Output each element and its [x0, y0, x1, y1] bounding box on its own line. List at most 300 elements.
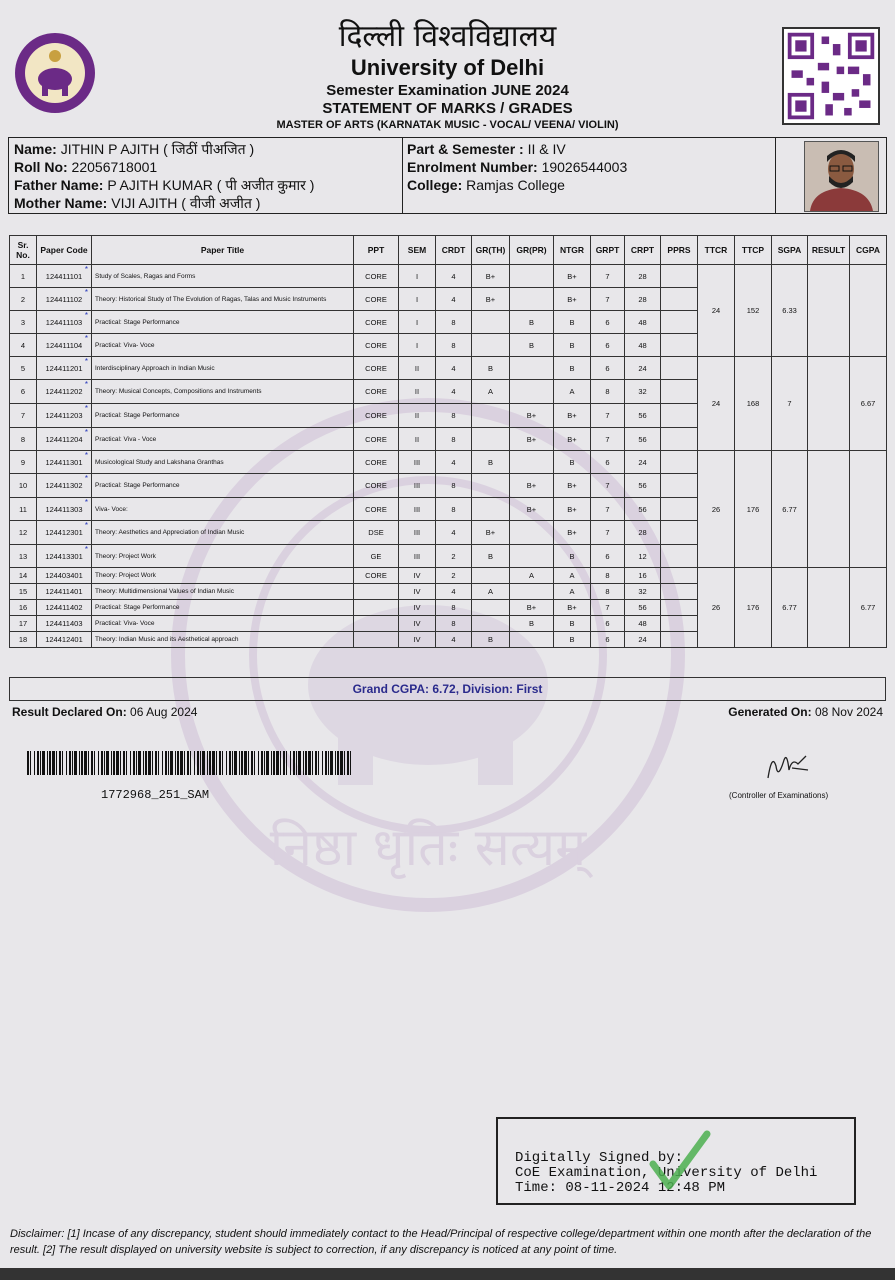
cell-cgpa	[850, 265, 887, 357]
asterisk-marker: *	[84, 428, 88, 437]
cell-title: Practical: Stage Performance	[92, 474, 354, 498]
student-photo	[804, 141, 879, 212]
barcode-bar	[158, 751, 159, 775]
declared-label: Result Declared On:	[12, 705, 127, 719]
cell-sr: 14	[10, 568, 37, 584]
cell-crdt: 4	[436, 584, 472, 600]
cell-title: Study of Scales, Ragas and Forms	[92, 265, 354, 288]
cell-title: Theory: Indian Music and its Aesthetical approach	[92, 632, 354, 648]
cell-sr: 6	[10, 380, 37, 404]
barcode-bar	[79, 751, 80, 775]
cell-pprs	[661, 568, 698, 584]
paper-code: 124411202	[45, 387, 83, 396]
cell-pprs	[661, 357, 698, 380]
cell-ppt: CORE	[354, 380, 399, 404]
barcode-bar	[330, 751, 333, 775]
col-header: PPT	[354, 236, 399, 265]
student-name: JITHIN P AJITH ( जिठीं पीअजित )	[60, 141, 255, 157]
cell-crdt: 2	[436, 568, 472, 584]
barcode-bar	[202, 751, 205, 775]
bottom-edge	[0, 1268, 895, 1280]
cell-sr: 18	[10, 632, 37, 648]
cell-ppt	[354, 584, 399, 600]
cell-title: Theory: Multidimensional Values of Indian Music	[92, 584, 354, 600]
cell-title: Practical: Viva- Voce	[92, 616, 354, 632]
barcode-bar	[42, 751, 45, 775]
barcode-bar	[290, 751, 291, 775]
cell-sr: 9	[10, 451, 37, 474]
father-name: P AJITH KUMAR ( पी अजीत कुमार )	[107, 177, 315, 193]
barcode-bar	[239, 751, 240, 775]
cell-crpt: 56	[625, 600, 661, 616]
col-header: RESULT	[808, 236, 850, 265]
cell-sem: IV	[399, 584, 436, 600]
asterisk-marker: *	[84, 334, 88, 343]
barcode-bar	[340, 751, 343, 775]
cell-ppt	[354, 616, 399, 632]
cell-ttcp: 168	[735, 357, 772, 451]
barcode-bar	[207, 751, 208, 775]
cell-cgpa: 6.67	[850, 357, 887, 451]
col-header: Paper Code	[37, 236, 92, 265]
cell-sem: IV	[399, 616, 436, 632]
barcode-bar	[222, 751, 223, 775]
barcode-bar	[197, 751, 199, 775]
cell-ntgr: B+	[554, 498, 591, 521]
program-name: MASTER OF ARTS (KARNATAK MUSIC - VOCAL/ VEENA/ VIOLIN)	[276, 119, 619, 131]
barcode-bar	[27, 751, 29, 775]
cell-ntgr: B+	[554, 428, 591, 451]
paper-code: 124411301	[45, 457, 83, 467]
part-semester: II & IV	[527, 141, 566, 157]
cell-ntgr: B	[554, 616, 591, 632]
barcode-bar	[226, 751, 227, 775]
paper-code: 124411203	[45, 411, 83, 420]
controller-signature	[762, 748, 812, 784]
barcode-bar	[254, 751, 255, 775]
cell-grth: A	[472, 584, 510, 600]
cell-title: Theory: Musical Concepts, Compositions and Instruments	[92, 380, 354, 404]
cell-sr: 7	[10, 404, 37, 428]
asterisk-marker: *	[84, 521, 88, 530]
barcode-bar	[116, 751, 119, 775]
barcode-bar	[190, 751, 191, 775]
cell-code	[37, 357, 92, 380]
cell-sem: III	[399, 521, 436, 545]
cell-grth	[472, 474, 510, 498]
cell-pprs	[661, 632, 698, 648]
cell-sr: 4	[10, 334, 37, 357]
barcode-bar	[72, 751, 73, 775]
barcode-bar	[344, 751, 345, 775]
cell-grpr: B+	[510, 600, 554, 616]
barcode-bar	[52, 751, 55, 775]
barcode-bar	[34, 751, 35, 775]
roll-label: Roll No:	[14, 159, 68, 175]
cell-sr: 1	[10, 265, 37, 288]
barcode-bar	[312, 751, 313, 775]
declared-date: 06 Aug 2024	[130, 705, 198, 719]
col-header: TTCP	[735, 236, 772, 265]
cell-crdt: 4	[436, 632, 472, 648]
asterisk-marker: *	[84, 380, 88, 389]
cell-ppt	[354, 600, 399, 616]
barcode-bar	[241, 751, 243, 775]
enrolment-label: Enrolment Number:	[407, 159, 538, 175]
cell-ppt: CORE	[354, 311, 399, 334]
cell-crdt: 8	[436, 474, 472, 498]
statement-title: STATEMENT OF MARKS / GRADES	[322, 100, 573, 117]
cell-sr: 12	[10, 521, 37, 545]
cell-grth	[472, 600, 510, 616]
cell-grpr: A	[510, 568, 554, 584]
exam-title: Semester Examination JUNE 2024	[326, 82, 569, 99]
barcode-bar	[280, 751, 281, 775]
barcode-bar	[143, 751, 144, 775]
cell-crpt: 56	[625, 404, 661, 428]
cell-grpr	[510, 357, 554, 380]
barcode-bar	[283, 751, 285, 775]
cell-code	[37, 265, 92, 288]
cell-crpt: 32	[625, 584, 661, 600]
paper-code: 124411204	[45, 434, 83, 444]
cell-code	[37, 288, 92, 311]
cell-crdt: 8	[436, 498, 472, 521]
barcode-bar	[47, 751, 48, 775]
barcode-bar	[177, 751, 179, 775]
cell-grpt: 7	[591, 265, 625, 288]
cell-grth: B	[472, 545, 510, 568]
cell-sem: I	[399, 265, 436, 288]
cell-sem: III	[399, 451, 436, 474]
cell-sem: IV	[399, 600, 436, 616]
cell-crpt: 28	[625, 288, 661, 311]
cell-grpt: 7	[591, 404, 625, 428]
cell-pprs	[661, 311, 698, 334]
barcode-bar	[298, 751, 301, 775]
barcode-bar	[337, 751, 339, 775]
cell-ntgr: B	[554, 311, 591, 334]
cell-ppt: CORE	[354, 288, 399, 311]
signature-line-2: CoE Examination, University of Delhi	[515, 1165, 818, 1181]
barcode-bar	[101, 751, 103, 775]
barcode-bar	[126, 751, 127, 775]
cell-crpt: 16	[625, 568, 661, 584]
disclaimer: Disclaimer: [1] Incase of any discrepancy, student should immediately contact to the Head/Principal of respective college/department within one month after the declaration of the result. [2] The result displayed on university website is subject to correction, if any discrepancy is noticed at any point of time.	[10, 1228, 872, 1256]
cell-grpt: 6	[591, 616, 625, 632]
cell-grth: B+	[472, 288, 510, 311]
cell-result	[808, 451, 850, 568]
cell-code	[37, 600, 92, 616]
barcode-bar	[219, 751, 221, 775]
cell-sr: 17	[10, 616, 37, 632]
cell-ntgr: B+	[554, 404, 591, 428]
university-name: University of Delhi	[350, 55, 545, 80]
cell-crpt: 56	[625, 428, 661, 451]
barcode-bar	[209, 751, 211, 775]
barcode-bar	[40, 751, 41, 775]
barcode-bar	[133, 751, 135, 775]
barcode-bar	[325, 751, 327, 775]
cell-grth: B	[472, 451, 510, 474]
barcode-bar	[184, 751, 185, 775]
cell-crdt: 4	[436, 288, 472, 311]
cell-sem: III	[399, 545, 436, 568]
cell-grpt: 7	[591, 600, 625, 616]
barcode-bar	[120, 751, 121, 775]
cell-ntgr: B+	[554, 265, 591, 288]
cell-grpr: B+	[510, 474, 554, 498]
cell-pprs	[661, 498, 698, 521]
cell-ttcp: 176	[735, 568, 772, 648]
paper-code: 124411102	[45, 294, 83, 304]
cell-crpt: 56	[625, 474, 661, 498]
cell-ppt: CORE	[354, 498, 399, 521]
cell-title: Musicological Study and Lakshana Granthas	[92, 451, 354, 474]
cell-ntgr: B	[554, 545, 591, 568]
barcode-bar	[232, 751, 233, 775]
cell-ntgr: A	[554, 380, 591, 404]
generated-date: 08 Nov 2024	[814, 705, 883, 719]
paper-code: 124411302	[45, 481, 83, 490]
marks-table	[9, 235, 887, 648]
cell-crdt: 8	[436, 600, 472, 616]
cell-grpr	[510, 545, 554, 568]
cell-crpt: 32	[625, 380, 661, 404]
barcode-bar	[264, 751, 265, 775]
paper-code: 124412401	[45, 635, 83, 644]
cell-sgpa: 6.77	[772, 451, 808, 568]
barcode-bar	[88, 751, 89, 775]
cell-grpr: B	[510, 616, 554, 632]
cell-grpr: B+	[510, 428, 554, 451]
student-info-panel	[8, 137, 887, 214]
barcode-bar	[37, 751, 39, 775]
asterisk-marker: *	[84, 265, 88, 274]
cell-ntgr: B+	[554, 600, 591, 616]
barcode-bar	[155, 751, 157, 775]
cell-crdt: 8	[436, 616, 472, 632]
barcode-bar	[168, 751, 169, 775]
cell-sr: 3	[10, 311, 37, 334]
barcode-bar	[145, 751, 147, 775]
cell-grpr: B+	[510, 404, 554, 428]
barcode-bar	[308, 751, 311, 775]
barcode-bar	[91, 751, 93, 775]
cell-code	[37, 428, 92, 451]
barcode-bar	[347, 751, 349, 775]
barcode-bar	[194, 751, 195, 775]
cell-ppt: CORE	[354, 334, 399, 357]
cell-crpt: 24	[625, 357, 661, 380]
cell-grpr: B	[510, 311, 554, 334]
barcode-bar	[276, 751, 279, 775]
barcode-bar	[248, 751, 249, 775]
cell-sr: 15	[10, 584, 37, 600]
cell-grpr	[510, 288, 554, 311]
cell-ppt: DSE	[354, 521, 399, 545]
paper-code: 124413301	[45, 551, 83, 561]
cell-sr: 16	[10, 600, 37, 616]
cell-ntgr: B+	[554, 288, 591, 311]
barcode-bar	[162, 751, 163, 775]
enrolment-number: 19026544003	[541, 159, 628, 175]
cell-ppt: GE	[354, 545, 399, 568]
barcode-bar	[244, 751, 247, 775]
barcode-bar	[305, 751, 307, 775]
cell-grth	[472, 311, 510, 334]
barcode-bar	[229, 751, 231, 775]
cell-sr: 5	[10, 357, 37, 380]
barcode-number: 1772968_251_SAM	[101, 788, 210, 802]
cell-code	[37, 474, 92, 498]
cell-sem: II	[399, 380, 436, 404]
cell-pprs	[661, 521, 698, 545]
cell-ntgr: B	[554, 334, 591, 357]
barcode-bar	[136, 751, 137, 775]
cell-title: Theory: Project Work	[92, 545, 354, 568]
col-header: CRPT	[625, 236, 661, 265]
barcode-bar	[81, 751, 83, 775]
cell-crpt: 48	[625, 311, 661, 334]
cell-ttcr: 24	[698, 265, 735, 357]
result-declared	[12, 705, 197, 719]
cell-result	[808, 568, 850, 648]
cell-sgpa: 6.77	[772, 568, 808, 648]
barcode-bar	[266, 751, 269, 775]
cell-sem: I	[399, 288, 436, 311]
barcode-bar	[273, 751, 275, 775]
cell-code	[37, 498, 92, 521]
col-header: SEM	[399, 236, 436, 265]
cell-code	[37, 568, 92, 584]
barcode-bar	[165, 751, 167, 775]
hindi-university-name: दिल्ली विश्वविद्यालय	[338, 19, 557, 54]
cell-sgpa: 7	[772, 357, 808, 451]
cell-sr: 2	[10, 288, 37, 311]
cell-code	[37, 545, 92, 568]
cell-cgpa: 6.77	[850, 568, 887, 648]
cell-crpt: 24	[625, 451, 661, 474]
cell-crdt: 4	[436, 521, 472, 545]
col-header: PPRS	[661, 236, 698, 265]
barcode-bar	[62, 751, 63, 775]
cell-crdt: 8	[436, 334, 472, 357]
cell-crdt: 4	[436, 380, 472, 404]
cell-grth: B	[472, 632, 510, 648]
cell-title: Practical: Viva - Voce	[92, 428, 354, 451]
barcode-bar	[212, 751, 215, 775]
cell-crdt: 2	[436, 545, 472, 568]
paper-code: 124412301	[45, 528, 83, 537]
barcode-bar	[216, 751, 217, 775]
barcode-bar	[59, 751, 61, 775]
cell-sem: IV	[399, 568, 436, 584]
cell-crpt: 48	[625, 334, 661, 357]
signature-line-1: Digitally Signed by:	[515, 1150, 684, 1166]
cell-grpr: B+	[510, 498, 554, 521]
paper-code: 124411103	[45, 317, 83, 327]
barcode-bar	[318, 751, 319, 775]
barcode-bar	[152, 751, 153, 775]
cell-crdt: 8	[436, 311, 472, 334]
college-label: College:	[407, 177, 463, 193]
controller-label: (Controller of Examinations)	[729, 791, 829, 800]
cell-sr: 13	[10, 545, 37, 568]
cell-title: Theory: Aesthetics and Appreciation of Indian Music	[92, 521, 354, 545]
paper-code: 124403401	[45, 571, 83, 580]
col-header: GR(PR)	[510, 236, 554, 265]
asterisk-marker: *	[84, 288, 88, 297]
cell-grth: B+	[472, 265, 510, 288]
cell-grpr	[510, 584, 554, 600]
barcode-bar	[30, 751, 31, 775]
cell-pprs	[661, 380, 698, 404]
cell-result	[808, 357, 850, 451]
cell-ntgr: B	[554, 451, 591, 474]
barcode-bar	[148, 751, 151, 775]
cell-title: Practical: Stage Performance	[92, 600, 354, 616]
col-header: CRDT	[436, 236, 472, 265]
barcode-bar	[187, 751, 189, 775]
cell-pprs	[661, 545, 698, 568]
barcode-bar	[293, 751, 295, 775]
col-header: Sr. No.	[10, 236, 37, 265]
cell-grth	[472, 568, 510, 584]
cell-ttcp: 152	[735, 265, 772, 357]
mother-label: Mother Name:	[14, 195, 108, 211]
barcode-bar	[104, 751, 105, 775]
barcode-bar	[170, 751, 173, 775]
cell-sem: II	[399, 428, 436, 451]
cell-grpt: 6	[591, 632, 625, 648]
barcode-bar	[258, 751, 259, 775]
cell-grpr	[510, 265, 554, 288]
cell-grpr	[510, 451, 554, 474]
cell-ppt: CORE	[354, 404, 399, 428]
barcode-bar	[111, 751, 112, 775]
cell-sem: I	[399, 311, 436, 334]
cell-crpt: 48	[625, 616, 661, 632]
cell-ntgr: B	[554, 357, 591, 380]
cell-ppt: CORE	[354, 568, 399, 584]
cell-ntgr: B+	[554, 521, 591, 545]
cell-crdt: 4	[436, 451, 472, 474]
table-row	[10, 265, 887, 288]
cell-crpt: 24	[625, 632, 661, 648]
cell-pprs	[661, 474, 698, 498]
paper-code: 124411403	[45, 619, 83, 628]
cell-code	[37, 380, 92, 404]
col-header: GRPT	[591, 236, 625, 265]
cell-grth: A	[472, 380, 510, 404]
cell-grth	[472, 404, 510, 428]
cell-result	[808, 265, 850, 357]
verified-check-icon	[645, 1128, 715, 1198]
col-header: Paper Title	[92, 236, 354, 265]
cell-title: Theory: Historical Study of The Evolution of Ragas, Talas and Music Instruments	[92, 288, 354, 311]
cell-grth: B+	[472, 521, 510, 545]
paper-code: 124411101	[45, 271, 83, 281]
cell-crpt: 12	[625, 545, 661, 568]
barcode-bar	[261, 751, 263, 775]
cell-grpr	[510, 521, 554, 545]
cell-grpr	[510, 380, 554, 404]
cell-grpt: 6	[591, 451, 625, 474]
cell-pprs	[661, 404, 698, 428]
cell-pprs	[661, 616, 698, 632]
asterisk-marker: *	[84, 474, 88, 483]
